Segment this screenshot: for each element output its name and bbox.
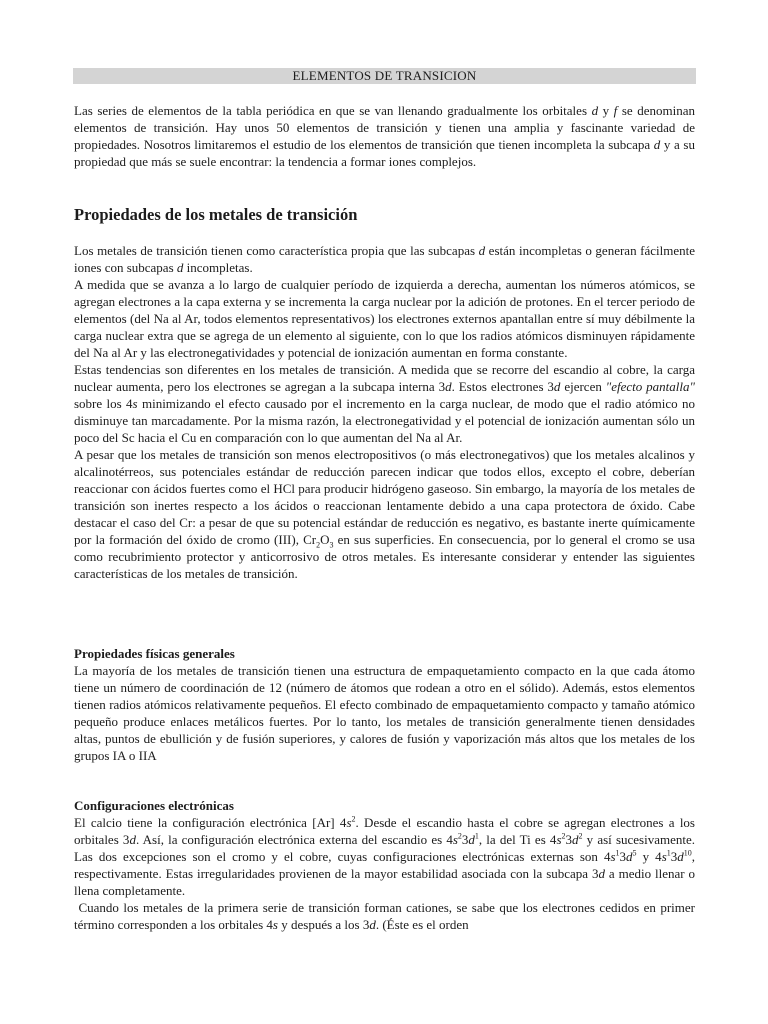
document-title: ELEMENTOS DE TRANSICION xyxy=(73,68,696,84)
subheading-physical-properties: Propiedades físicas generales xyxy=(74,646,235,661)
electron-configurations-body: El calcio tiene la configuración electrónica [Ar] $4s^2$. Desde el escandio hasta el cobre se agregan electrones a los orbitales 3d. Así, la configuración electrónica externa del escandio es $4s^23d^1$, la del Ti es $4s^23d^2$ y así sucesivamente. Las dos excepciones son el cromo y el cobre, cuyas configuraciones electrónicas externas son $4s^13d^5$ y $4s^13d^{10}$, respectivamente. Estas irregularidades provienen de la mayor estabilidad asociada con la subcapa 3d a medio llenar o llena completamente. Cuando los metales de la primera serie de transición forman cationes, se sabe que los electrones cedidos en primer término corresponden a los orbitales 4s y después a los 3d. (Éste es el orden xyxy=(74,814,696,932)
section-physical-properties xyxy=(74,645,695,764)
intro-paragraph: Las series de elementos de la tabla periódica en que se van llenando gradualmente los orbitales d y f se denominan elementos de transición. Hay unos 50 elementos de transición y tienen una amplia y fascinante variedad de propiedades. Nosotros limitaremos el estudio de los elementos de transición que tienen incompleta la subcapa d y a su propiedad que más se suele encontrar: la tendencia a formar iones complejos. xyxy=(74,103,695,169)
section-heading: Propiedades de los metales de transición xyxy=(74,205,358,224)
physical-properties-body: La mayoría de los metales de transición tienen una estructura de empaquetamiento compacto en la que cada átomo tiene un número de coordinación de 12 (número de átomos que rodean a otro en el sólido). Además, estos elementos tienen radios atómicos relativamente pequeños. El efecto combinado de empaquetamiento compacto y tamaño atómico pequeño produce enlaces metálicos fuertes. Por lo tanto, los metales de transición generalmente tienen densidades altas, puntos de ebullición y de fusión superiores, y calores de fusión y vaporización más altos que los metales de los grupos IA o IIA xyxy=(74,663,695,763)
section-electron-configurations xyxy=(74,797,695,933)
section-properties-body: Los metales de transición tienen como característica propia que las subcapas d están incompletas o generan fácilmente iones con subcapas d incompletas. A medida que se avanza a lo largo de cualquier período de izquierda a derecha, aumentan los números atómicos, se agregan electrones a la capa externa y se incrementa la carga nuclear por la adición de protones. En el tercer periodo de elementos (del Na al Ar, todos elementos representativos) los electrones externos apantallan entre sí muy débilmente la carga nuclear extra que se agrega de un elemento al siguiente, con lo que los radios atómicos disminuyen rápidamente del Na al Ar y las electronegatividades y potencial de ionización aumentan en forma constante. Estas tendencias son diferentes en los metales de transición. A medida que se recorre del escandio al cobre, la carga nuclear aumenta, pero los electrones se agregan a la subcapa interna 3d. Estos electrones 3d ejercen "efecto pantalla" sobre los 4s minimizando el efecto causado por el incremento en la carga nuclear, de modo que el radio atómico no disminuye tan marcadamente. Por la misma razón, la electronegatividad y el potencial de ionización aumentan sólo un poco del Sc hacia el Cu en comparación con lo que aumentan del Na al Ar. A pesar que los metales de transición son menos electropositivos (o más electronegativos) que los metales alcalinos y alcalinotérreos, sus potenciales estándar de reducción parecen indicar que todos ellos, excepto el cobre, deberían reaccionar con ácidos fuertes como el HCl para producir hidrógeno gaseoso. Sin embargo, la mayoría de los metales de transición son inertes respecto a los ácidos o reaccionan lentamente debido a una capa protectora de óxido. Cabe destacar el caso del Cr: a pesar de que su potencial estándar de reducción es negativo, es bastante inerte químicamente por la formación del óxido de cromo (III), $Cr_2O_3$ en sus superficies. En consecuencia, por lo general el cromo se usa como recubrimiento protector y anticorrosivo de otros metales. Es interesante considerar y entender las siguientes características de los metales de transición. xyxy=(74,243,695,581)
subheading-electron-configurations: Configuraciones electrónicas xyxy=(74,798,234,813)
